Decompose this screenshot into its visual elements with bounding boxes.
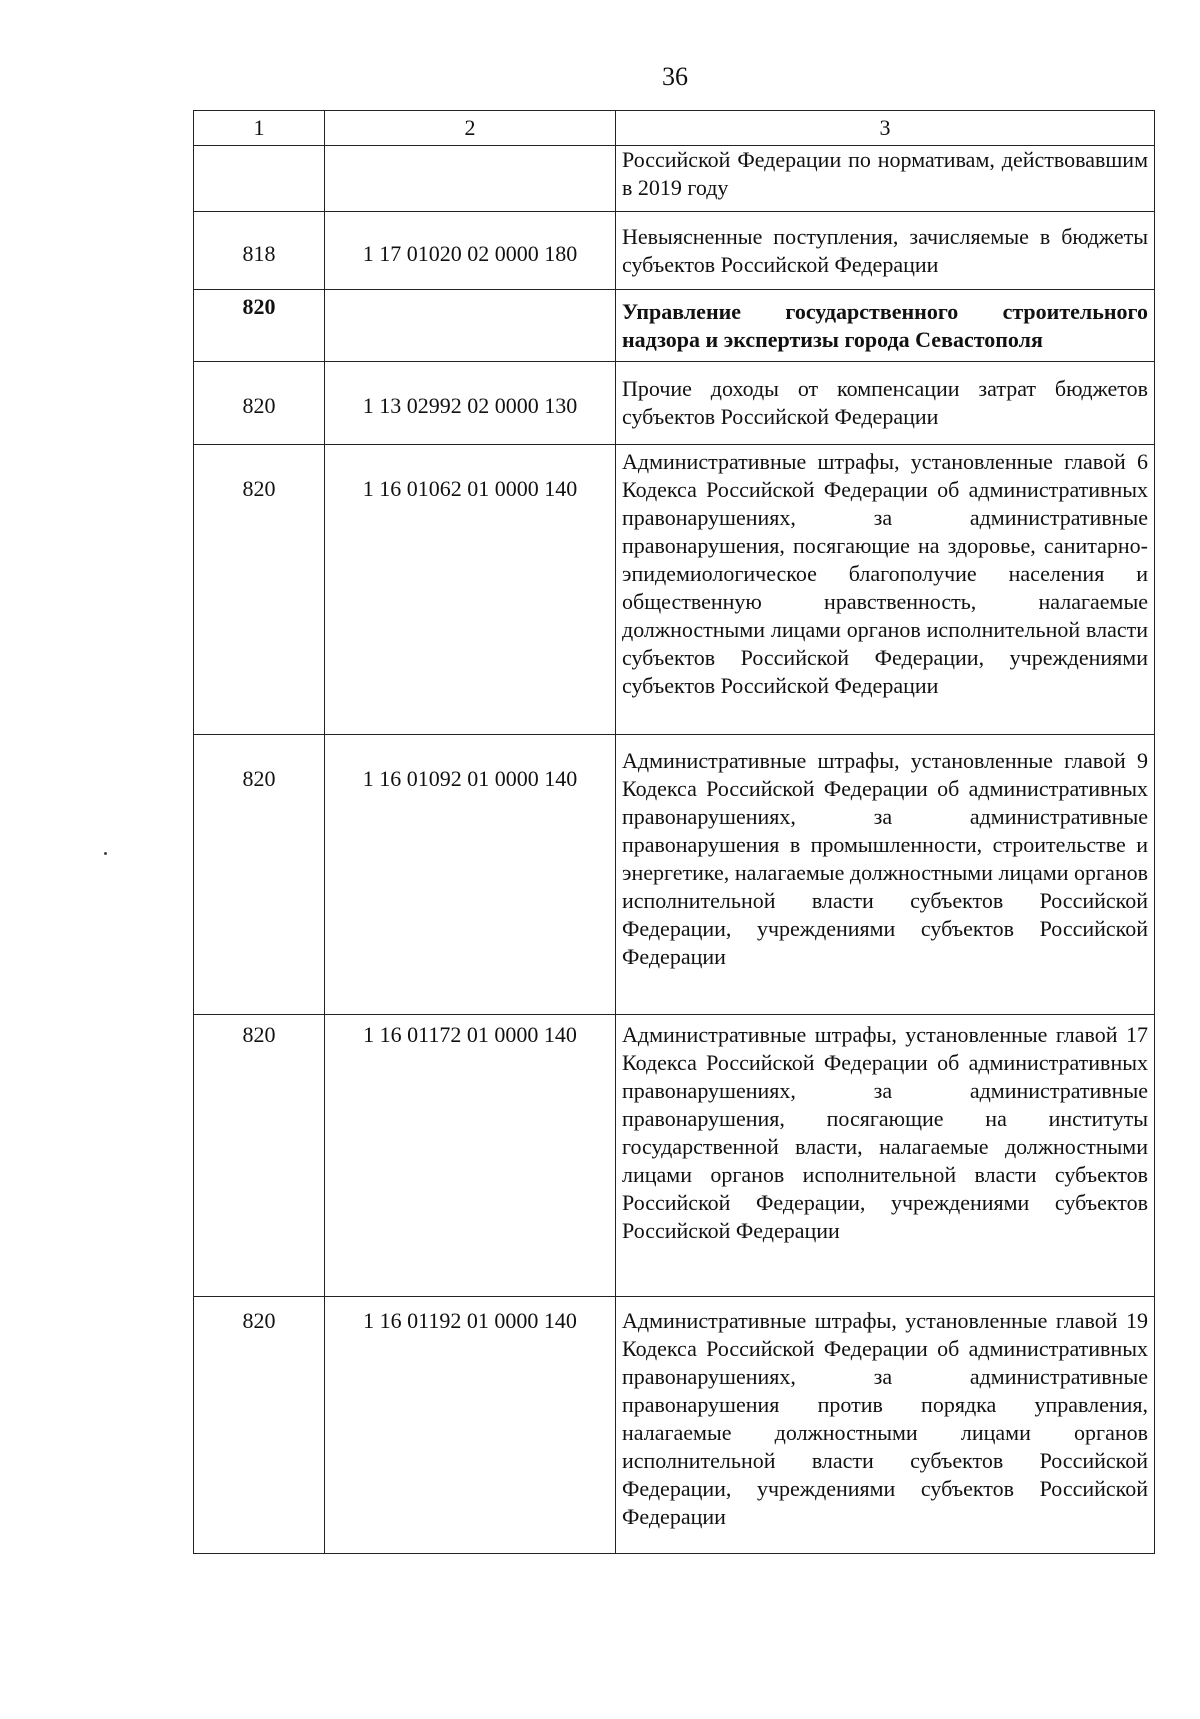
income-code-cell: 1 13 02992 02 0000 130	[325, 362, 616, 445]
description-cell: Российской Федерации по нормативам, действовавшим в 2019 году	[616, 146, 1155, 212]
admin-code-cell	[194, 146, 325, 212]
table-row	[194, 212, 1155, 290]
table-row	[194, 146, 1155, 212]
scan-speck	[104, 852, 107, 855]
admin-code-cell: 820	[194, 1297, 325, 1554]
income-code-cell: 1 17 01020 02 0000 180	[325, 212, 616, 290]
income-code-cell: 1 16 01092 01 0000 140	[325, 735, 616, 1015]
income-code-cell: 1 16 01192 01 0000 140	[325, 1297, 616, 1554]
income-code-cell: 1 16 01062 01 0000 140	[325, 445, 616, 735]
description-cell: Административные штрафы, установленные главой 19 Кодекса Российской Федерации об административных правонарушениях, за административные правонарушения против порядка управления, налагаемые должностными лицами органов исполнительной власти субъектов Российской Федерации, учреждениями субъектов Российской Федерации	[616, 1297, 1155, 1554]
description-cell: Административные штрафы, установленные главой 6 Кодекса Российской Федерации об административных правонарушениях, за административные правонарушения, посягающие на здоровье, санитарно-эпидемиологическое благополучие населения и общественную нравственность, налагаемые должностными лицами органов исполнительной власти субъектов Российской Федерации, учреждениями субъектов Российской Федерации	[616, 445, 1155, 735]
admin-code-cell: 820	[194, 735, 325, 1015]
income-codes-table	[193, 110, 1155, 1554]
table-row	[194, 445, 1155, 735]
description-cell: Административные штрафы, установленные главой 17 Кодекса Российской Федерации об административных правонарушениях, за административные правонарушения, посягающие на институты государственной власти, налагаемые должностными лицами органов исполнительной власти субъектов Российской Федерации, учреждениями субъектов Российской Федерации	[616, 1015, 1155, 1297]
table-row	[194, 1015, 1155, 1297]
description-cell: Административные штрафы, установленные главой 9 Кодекса Российской Федерации об административных правонарушениях, за административные правонарушения в промышленности, строительстве и энергетике, налагаемые должностными лицами органов исполнительной власти субъектов Российской Федерации, учреждениями субъектов Российской Федерации	[616, 735, 1155, 1015]
table-header-row	[194, 111, 1155, 146]
column-header-1: 1	[194, 111, 325, 146]
income-code-cell	[325, 290, 616, 362]
description-cell: Невыясненные поступления, зачисляемые в бюджеты субъектов Российской Федерации	[616, 212, 1155, 290]
income-code-cell: 1 16 01172 01 0000 140	[325, 1015, 616, 1297]
page-number: 36	[662, 62, 688, 91]
admin-code-cell: 820	[194, 1015, 325, 1297]
table-row	[194, 735, 1155, 1015]
description-cell: Управление государственного строительного надзора и экспертизы города Севастополя	[616, 290, 1155, 362]
table-row-section-heading	[194, 290, 1155, 362]
income-code-cell	[325, 146, 616, 212]
admin-code-cell: 820	[194, 290, 325, 362]
column-header-2: 2	[325, 111, 616, 146]
table-row	[194, 362, 1155, 445]
admin-code-cell: 820	[194, 445, 325, 735]
column-header-3: 3	[616, 111, 1155, 146]
table-row	[194, 1297, 1155, 1554]
admin-code-cell: 820	[194, 362, 325, 445]
description-cell: Прочие доходы от компенсации затрат бюджетов субъектов Российской Федерации	[616, 362, 1155, 445]
admin-code-cell: 818	[194, 212, 325, 290]
